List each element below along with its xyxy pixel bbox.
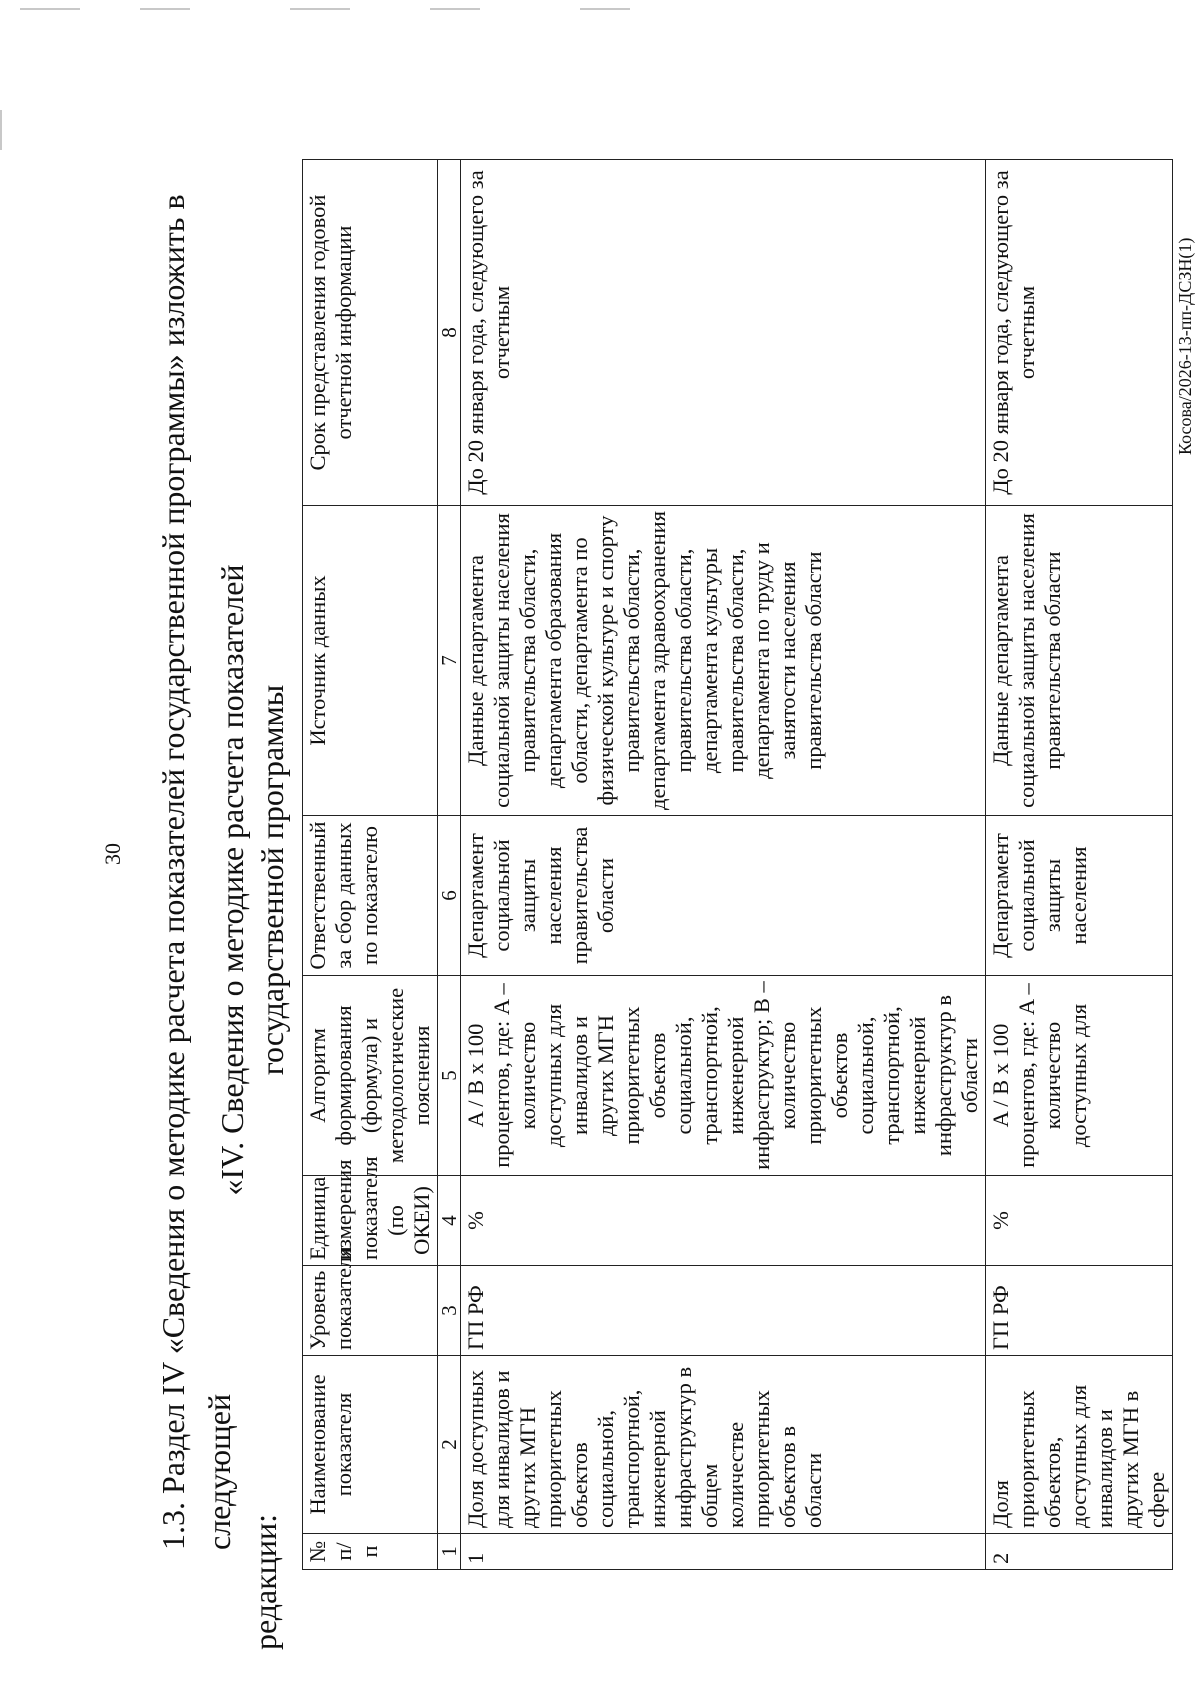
page-number: 30 xyxy=(100,843,125,865)
header-cell: Срок представления годовой отчетной информации xyxy=(303,160,438,506)
header-cell: Уровень показателя xyxy=(303,1266,438,1356)
indicator-level: ГП РФ xyxy=(986,1266,1173,1356)
row-number: 2 xyxy=(986,1534,1173,1570)
indicator-source: Данные департамента социальной защиты населения правительства области, департамента образования области, департамента по физической культуре и спорту правительства области, департамента здравоохранения правительства области, департамента культуры правительства области, департамента по труду и занятости населения правительства области xyxy=(461,506,986,816)
header-cell: № п/п xyxy=(303,1534,438,1570)
row-number: 1 xyxy=(461,1534,986,1570)
column-number: 2 xyxy=(438,1356,461,1534)
table-header-row xyxy=(303,160,438,1570)
indicator-level: ГП РФ xyxy=(461,1266,986,1356)
table-row xyxy=(986,160,1173,1570)
intro-line-2: редакции: xyxy=(247,1513,283,1650)
section-title xyxy=(212,405,292,1355)
header-cell: Алгоритм формирования (формула) и методологические пояснения xyxy=(303,976,438,1176)
table-row xyxy=(461,160,986,1570)
indicator-deadline: До 20 января года, следующего за отчетным xyxy=(986,160,1173,506)
indicator-name: Доля доступных для инвалидов и других МГН приоритетных объектов социальной, транспортной, инженерной инфраструктур в общем количестве приоритетных объектов в области xyxy=(461,1356,986,1534)
indicator-unit: % xyxy=(986,1176,1173,1266)
indicator-responsible: Департамент социальной защиты населения xyxy=(986,816,1173,976)
indicator-unit: % xyxy=(461,1176,986,1266)
indicators-table xyxy=(302,160,1173,1570)
header-cell: Ответственный за сбор данных по показателю xyxy=(303,816,438,976)
indicator-source: Данные департамента социальной защиты населения правительства области xyxy=(986,506,1173,816)
header-cell: Источник данных xyxy=(303,506,438,816)
column-number: 4 xyxy=(438,1176,461,1266)
header-cell: Единица измерения показателя (по ОКЕИ) xyxy=(303,1176,438,1266)
header-cell: Наименование показателя xyxy=(303,1356,438,1534)
column-number: 7 xyxy=(438,506,461,816)
column-number-row xyxy=(438,160,461,1570)
footer-code: Косова/2026-13-пп-ДСЗН(1) xyxy=(1175,237,1195,455)
section-title-line-1: «IV. Сведения о методике расчета показателей xyxy=(214,564,250,1196)
column-number: 3 xyxy=(438,1266,461,1356)
section-title-line-2: государственной программы xyxy=(254,684,290,1076)
indicator-deadline: До 20 января года, следующего за отчетным xyxy=(461,160,986,506)
column-number: 1 xyxy=(438,1534,461,1570)
column-number: 5 xyxy=(438,976,461,1176)
indicator-name: Доля приоритетных объектов, доступных для инвалидов и других МГН в сфере xyxy=(986,1356,1173,1534)
indicator-algorithm: A / B x 100 процентов, где: A – количество доступных для xyxy=(986,976,1173,1176)
column-number: 8 xyxy=(438,160,461,506)
column-number: 6 xyxy=(438,816,461,976)
intro-line-1: 1.3. Раздел IV «Сведения о методике расчета показателей государственной программы» изложить в следующей xyxy=(155,194,237,1550)
indicator-algorithm: A / B x 100 процентов, где: A – количество доступных для инвалидов и других МГН приоритетных объектов социальной, транспортной, инженерной инфраструктур; B – количество приоритетных объектов социальной, транспортной, инженерной инфраструктур в области xyxy=(461,976,986,1176)
indicator-responsible: Департамент социальной защиты населения правительства области xyxy=(461,816,986,976)
